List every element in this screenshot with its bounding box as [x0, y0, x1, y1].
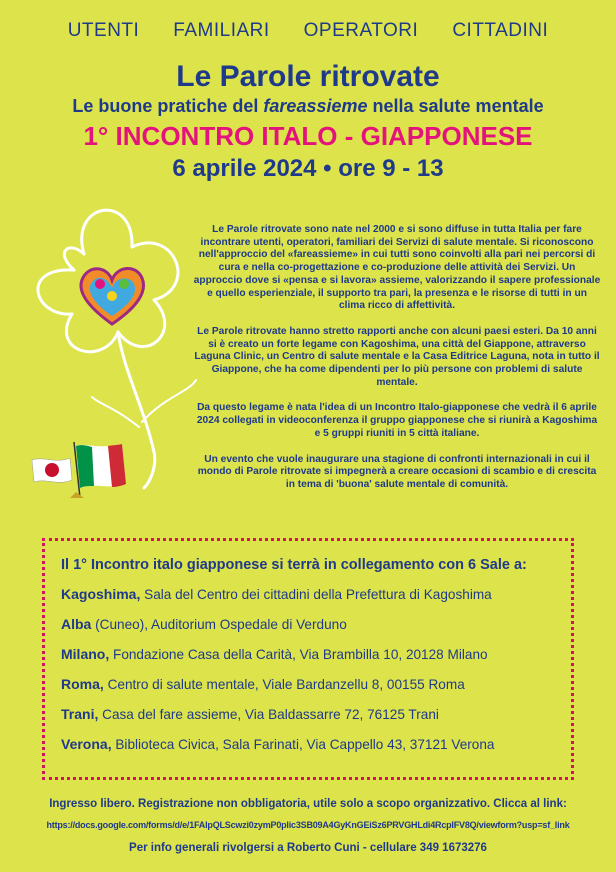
- audience-nav: [0, 20, 616, 42]
- registration-note: Ingresso libero. Registrazione non obbligatoria, utile solo a scopo organizzativo. Clicca al link:: [49, 798, 567, 810]
- venue-detail: Sala del Centro dei cittadini della Prefettura di Kagoshima: [140, 587, 492, 602]
- venue-city: Alba: [61, 616, 92, 632]
- description-paragraph-4: Un evento che vuole inaugurare una stagione di confronti internazionali in cui il mondo di Parole ritrovate si impegnerà a creare occasioni di scambio e di crescita in tema di 'buona' salute mentale di comunità.: [197, 453, 597, 490]
- event-date: 6 aprile 2024 • ore 9 - 13: [172, 155, 444, 182]
- venue-detail: Centro di salute mentale, Viale Bardanzellu 8, 00155 Roma: [103, 677, 465, 692]
- venue-item-trani: [61, 705, 555, 735]
- venue-city: Kagoshima,: [61, 586, 141, 602]
- nav-item-utenti: UTENTI: [67, 20, 140, 41]
- japan-flag-icon: [32, 458, 72, 482]
- venue-detail: Casa del fare assieme, Via Baldassarre 72, 76125 Trani: [98, 707, 439, 722]
- venue-detail: Fondazione Casa della Carità, Via Brambilla 10, 20128 Milano: [109, 647, 488, 662]
- venues-box: [42, 538, 574, 780]
- description-paragraph-3: Da questo legame è nata l'idea di un Incontro Italo-giapponese che vedrà il 6 aprile 2024 collegati in videoconferenza il gruppo giapponese che si riunirà a Kagoshima e 5 gruppi riuniti in 5 città italiane.: [196, 402, 598, 439]
- event-title: 1° INCONTRO ITALO - GIAPPONESE: [83, 121, 533, 151]
- venue-city: Verona,: [61, 736, 112, 752]
- description-paragraph-2: Le Parole ritrovate hanno stretto rapporti anche con alcuni paesi esteri. Da 10 anni si è creato un forte legame con Kagoshima, una città del Giappone, attraverso Laguna Clinic, un Centro di salute mentale e la Casa Editrice Laguna, nota in tutto il Giappone, che ha come dipendenti per lo più persone con problemi di salute mentale.: [194, 325, 600, 388]
- venue-item-alba: [61, 615, 555, 645]
- description-paragraph-1: Le Parole ritrovate sono nate nel 2000 e si sono diffuse in tutta Italia per fare incontrare utenti, operatori, familiari dei Servizi di salute mentale. Si riconoscono nell'approccio del «fareassieme» in cui tutti sono coinvolti alla pari nei percorsi di cura e nella co-progettazione e co-produzione delle attività dei Servizi. Un approccio dove si «pensa e si lavora» assieme, valorizzando il sapere professionale e quello esperienziale, il supporto tra pari, la presenza e le risorse di tutti in un clima ricco di affettività.: [193, 224, 601, 312]
- italy-flag-icon: [76, 444, 126, 488]
- venue-item-verona: [61, 735, 555, 765]
- flags-icon: [26, 432, 130, 502]
- venue-detail: (Cuneo), Auditorium Ospedale di Verduno: [91, 617, 347, 632]
- subtitle-emphasis: fareassieme: [263, 96, 368, 116]
- venue-item-kagoshima: [61, 585, 555, 615]
- venue-city: Milano,: [61, 646, 110, 662]
- venues-heading: Il 1° Incontro italo giapponese si terrà in collegamento con 6 Sale a:: [61, 557, 527, 573]
- subtitle-pre: Le buone pratiche del: [72, 96, 264, 116]
- venue-detail: Biblioteca Civica, Sala Farinati, Via Cappello 43, 37121 Verona: [111, 737, 495, 752]
- heart-icon: [81, 268, 143, 324]
- venue-item-roma: [61, 675, 555, 705]
- page-title: Le Parole ritrovate: [176, 60, 440, 93]
- venue-city: Trani,: [61, 706, 99, 722]
- contact-info: Per info generali rivolgersi a Roberto Cuni - cellulare 349 1673276: [129, 842, 487, 854]
- venue-item-milano: [61, 645, 555, 675]
- nav-item-operatori: OPERATORI: [303, 20, 419, 41]
- page-subtitle: [0, 96, 616, 117]
- nav-item-cittadini: CITTADINI: [452, 20, 549, 41]
- venue-city: Roma,: [61, 676, 104, 692]
- subtitle-post: nella salute mentale: [367, 96, 544, 116]
- registration-link[interactable]: https://docs.google.com/forms/d/e/1FAIpQLScwzi0zymP0plic3SB09A4GyKnGEiSz6PRVGHLdi4RcpIFV8Q/viewform?usp=sf_link: [46, 820, 570, 830]
- description-text: [193, 224, 601, 505]
- nav-item-familiari: FAMILIARI: [173, 20, 270, 41]
